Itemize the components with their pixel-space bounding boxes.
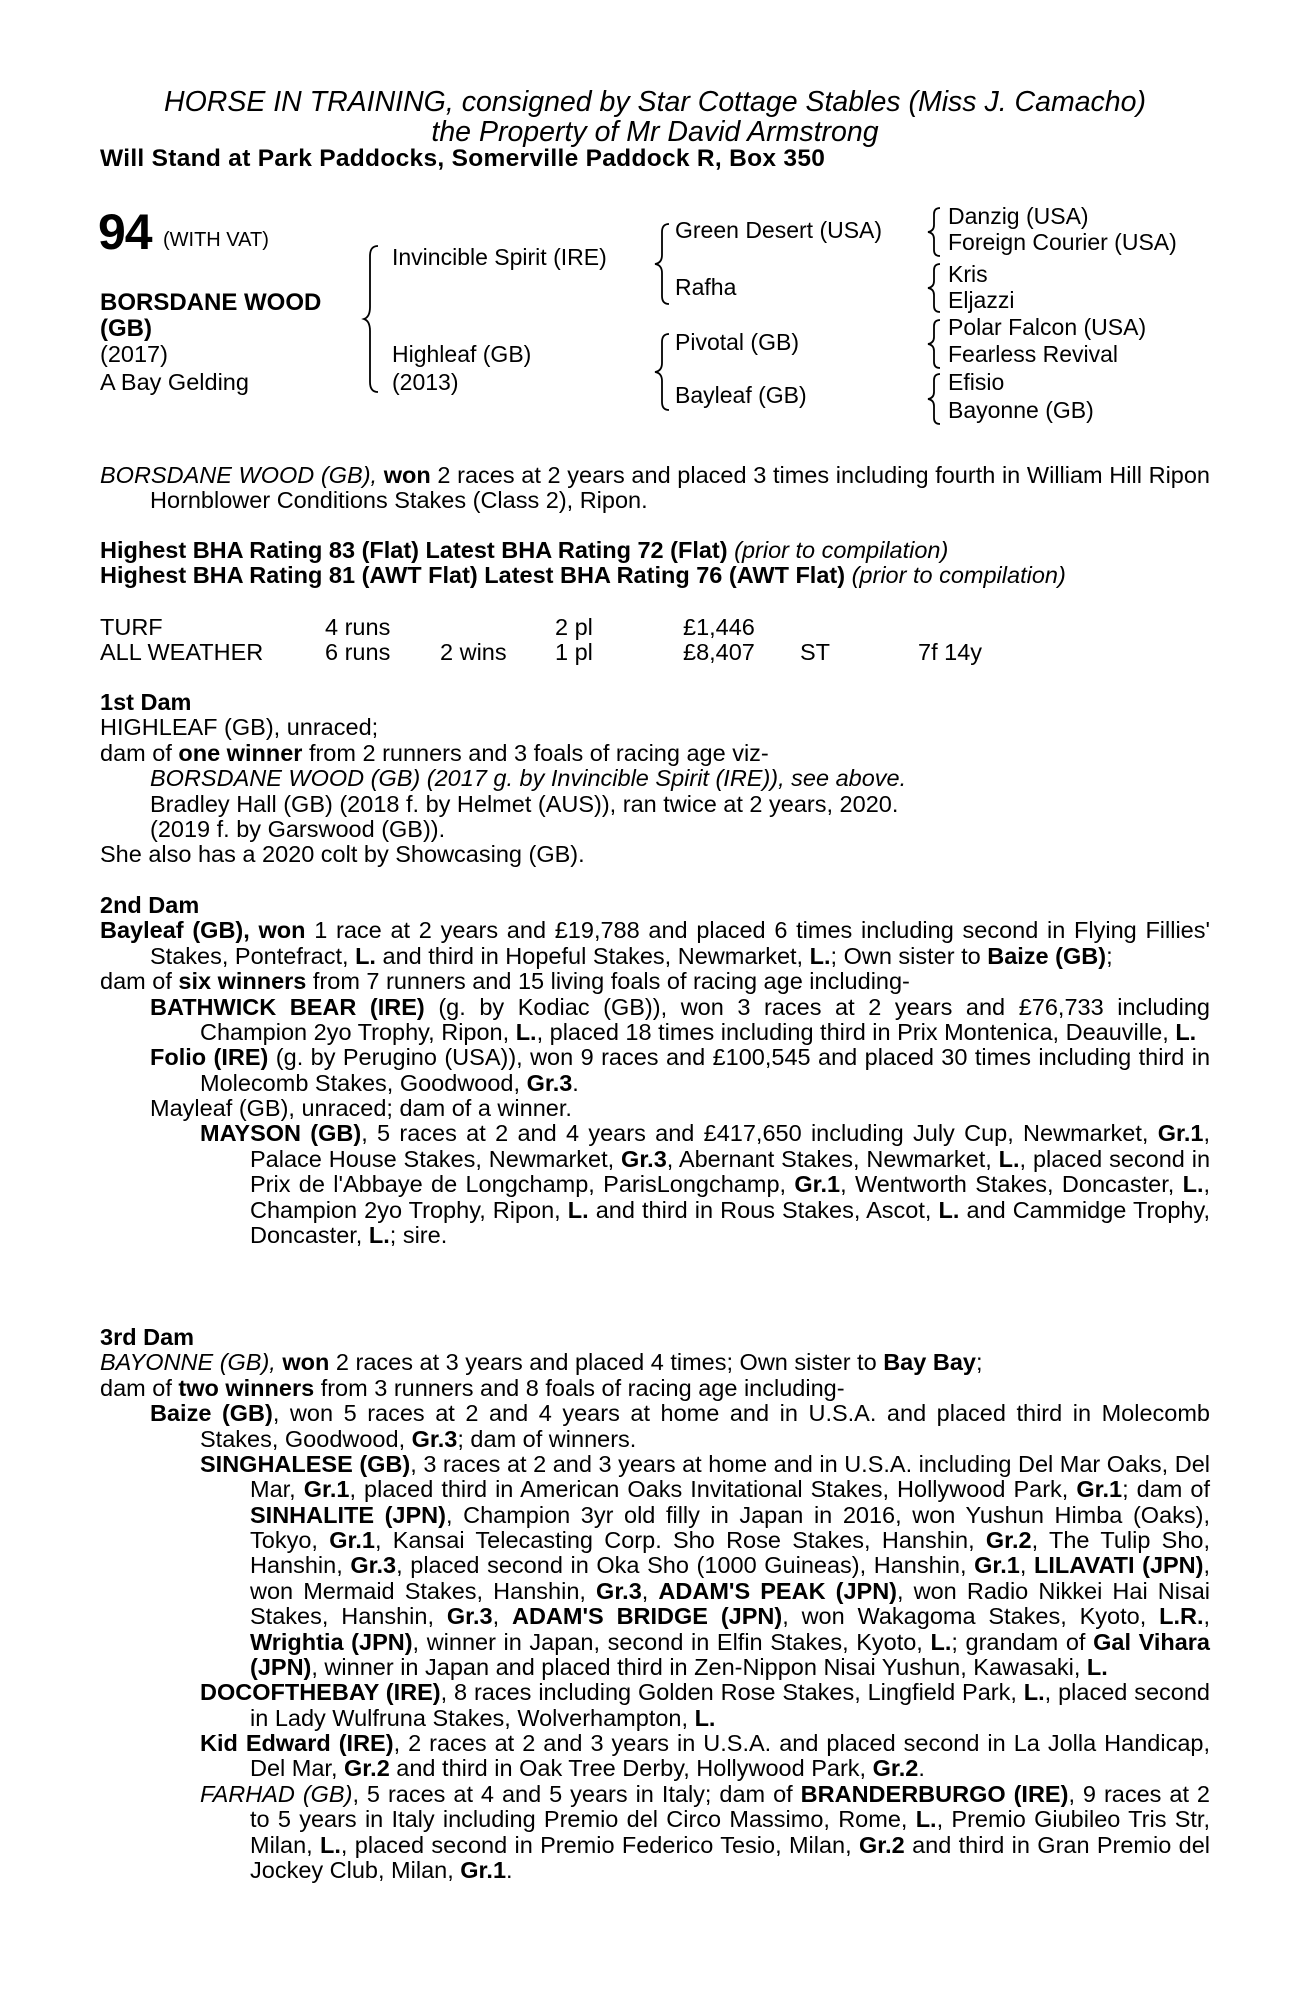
- race-summary: BORSDANE WOOD (GB), won 2 races at 2 years and placed 3 times including fourth in William Hill Ripon Hornblower Conditions Stakes (Class 2), Ripon.: [100, 462, 1211, 514]
- third-dam-heading: 3rd Dam: [100, 1324, 195, 1350]
- horse-description: A Bay Gelding: [100, 369, 249, 395]
- pedigree-gg-8: Bayonne (GB): [948, 397, 1094, 423]
- pedigree-brace-7: [928, 372, 942, 426]
- vat-label: (WITH VAT): [163, 229, 269, 251]
- stand-line: Will Stand at Park Paddocks, Somerville Paddock R, Box 350: [100, 145, 826, 172]
- pedigree-gg-5: Polar Falcon (USA): [948, 314, 1147, 340]
- pedigree-brace-4: [928, 206, 942, 258]
- lot-number: 94: [98, 204, 152, 260]
- pedigree-dam: Highleaf (GB): [392, 341, 532, 367]
- ratings-block: Highest BHA Rating 83 (Flat) Latest BHA Rating 72 (Flat) (prior to compilation) Highest BHA Rating 81 (AWT Flat) Latest BHA Rating 76 (AWT Flat) (prior to compilation): [100, 537, 1066, 589]
- record-distance: 7f 14y: [918, 639, 983, 665]
- pedigree-brace-6: [928, 318, 942, 370]
- record-wins: 2 wins: [440, 639, 507, 665]
- first-dam-heading: 1st Dam: [100, 689, 192, 715]
- pedigree-gg-1: Danzig (USA): [948, 203, 1089, 229]
- record-placed: 1 pl: [555, 639, 593, 665]
- record-runs: 4 runs: [325, 614, 391, 640]
- pedigree-gg-3: Kris: [948, 261, 988, 287]
- horse-name: BORSDANE WOOD (GB): [100, 289, 322, 342]
- pedigree-sire: Invincible Spirit (IRE): [392, 244, 607, 270]
- pedigree-gg-7: Efisio: [948, 369, 1005, 395]
- pedigree-brace-3: [655, 332, 671, 412]
- record-surface: TURF: [100, 614, 163, 640]
- pedigree-brace-1: [364, 244, 380, 394]
- pedigree-dam-year: (2013): [392, 369, 459, 395]
- first-dam-section: 1st Dam HIGHLEAF (GB), unraced; dam of one winner from 2 runners and 3 foals of racing age viz- BORSDANE WOOD (GB) (2017 g. by Invincible Spirit (IRE)), see above. Bradley Hall (GB) (2018 f. by Helmet (AUS)), ran twice at 2 years, 2020. (2019 f. by Garswood (GB)). She also has a 2020 colt by Showcasing (GB).: [100, 690, 1210, 868]
- second-dam-heading: 2nd Dam: [100, 892, 200, 918]
- property-line: the Property of Mr David Armstrong: [431, 116, 879, 148]
- pedigree-gg-2: Foreign Courier (USA): [948, 229, 1177, 255]
- pedigree-brace-2: [655, 222, 671, 306]
- pedigree-dam-dam: Bayleaf (GB): [675, 382, 807, 408]
- pedigree-brace-5: [928, 262, 942, 314]
- pedigree-dam-sire: Pivotal (GB): [675, 329, 799, 355]
- pedigree-sire-dam: Rafha: [675, 274, 737, 300]
- pedigree-gg-4: Eljazzi: [948, 287, 1015, 313]
- record-prize: £1,446: [683, 614, 755, 640]
- record-going: ST: [800, 639, 831, 665]
- record-surface: ALL WEATHER: [100, 639, 264, 665]
- record-placed: 2 pl: [555, 614, 593, 640]
- third-dam-section: 3rd Dam BAYONNE (GB), won 2 races at 3 years and placed 4 times; Own sister to Bay Bay; dam of two winners from 3 runners and 8 foals of racing age including- Baize (GB), won 5 races at 2 and 4 years at home and in U.S.A. and placed third in Molecomb Stakes, Goodwood, Gr.3; dam of winners. SINGHALESE (GB), 3 races at 2 and 3 years at home and in U.S.A. including Del Mar Oaks, Del Mar, Gr.1, placed third in American Oaks Invitational Stakes, Hollywood Park, Gr.1; dam of SINHALITE (JPN), Champion 3yr old filly in Japan in 2016, won Yushun Himba (Oaks), Tokyo, Gr.1, Kansai Telecasting Corp. Sho Rose Stakes, Hanshin, Gr.2, The Tulip Sho, Hanshin, Gr.3, placed second in Oka Sho (1000 Guineas), Hanshin, Gr.1, LILAVATI (JPN), won Mermaid Stakes, Hanshin, Gr.3, ADAM'S PEAK (JPN), won Radio Nikkei Hai Nisai Stakes, Hanshin, Gr.3, ADAM'S BRIDGE (JPN), won Wakagoma Stakes, Kyoto, L.R., Wrightia (JPN), winner in Japan, second in Elfin Stakes, Kyoto, L.; grandam of Gal Vihara (JPN), winner in Japan and placed third in Zen-Nippon Nisai Yushun, Kawasaki, L. DOCOFTHEBAY (IRE), 8 races including Golden Rose Stakes, Lingfield Park, L., placed second in Lady Wulfruna Stakes, Wolverhampton, L. Kid Edward (IRE), 2 races at 2 and 3 years in U.S.A. and placed second in La Jolla Handicap, Del Mar, Gr.2 and third in Oak Tree Derby, Hollywood Park, Gr.2. FARHAD (GB), 5 races at 4 and 5 years in Italy; dam of BRANDERBURGO (IRE), 9 races at 2 to 5 years in Italy including Premio del Circo Massimo, Rome, L., Premio Giubileo Tris Str, Milan, L., placed second in Premio Federico Tesio, Milan, Gr.2 and third in Gran Premio del Jockey Club, Milan, Gr.1.: [100, 1324, 1211, 1883]
- horse-year: (2017): [100, 341, 168, 367]
- record-runs: 6 runs: [325, 639, 391, 665]
- second-dam-section: 2nd Dam Bayleaf (GB), won 1 race at 2 years and £19,788 and placed 6 times including second in Flying Fillies' Stakes, Pontefract, L. and third in Hopeful Stakes, Newmarket, L.; Own sister to Baize (GB); dam of six winners from 7 runners and 15 living foals of racing age including- BATHWICK BEAR (IRE) (g. by Kodiac (GB)), won 3 races at 2 years and £76,733 including Champion 2yo Trophy, Ripon, L., placed 18 times including third in Prix Montenica, Deauville, L. Folio (IRE) (g. by Perugino (USA)), won 9 races and £100,545 and placed 30 times including third in Molecomb Stakes, Goodwood, Gr.3. Mayleaf (GB), unraced; dam of a winner. MAYSON (GB), 5 races at 2 and 4 years and £417,650 including July Cup, Newmarket, Gr.1, Palace House Stakes, Newmarket, Gr.3, Abernant Stakes, Newmarket, L., placed second in Prix de l'Abbaye de Longchamp, ParisLongchamp, Gr.1, Wentworth Stakes, Doncaster, L., Champion 2yo Trophy, Ripon, L. and third in Rous Stakes, Ascot, L. and Cammidge Trophy, Doncaster, L.; sire.: [100, 892, 1211, 1248]
- consignor-line: HORSE IN TRAINING, consigned by Star Cottage Stables (Miss J. Camacho): [164, 86, 1146, 118]
- pedigree-sire-sire: Green Desert (USA): [675, 217, 883, 243]
- record-prize: £8,407: [683, 639, 755, 665]
- pedigree-gg-6: Fearless Revival: [948, 341, 1118, 367]
